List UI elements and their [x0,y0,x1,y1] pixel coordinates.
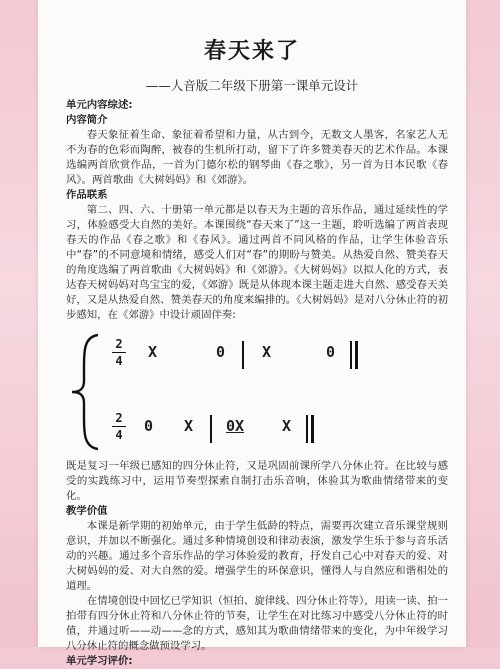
rhythm-row-2 [112,411,412,445]
rhythm-note: 0X [226,417,245,435]
rhythm-note: X [148,343,158,361]
bar-line [306,415,308,443]
rhythm-note: X [262,343,272,361]
time-signature [112,337,126,368]
intro-paragraph: 春天象征着生命、象征着希望和力量，从古到今，无数文人墨客，名家艺人无不为春的色彩而陶醉，被春的生机所打动，留下了许多赞美春天的艺术作品。本课选编两首欣赏作品，一首为门德尔松的钢琴曲《春之歌》，另一首为日本民歌《春风》。两首歌曲《大树妈妈》和《郊游》。 [66,129,448,186]
time-bottom: 4 [115,354,123,368]
document-page [38,0,466,667]
rhythm-note: 0 [326,343,336,361]
time-top: 2 [115,411,123,425]
document-body [66,98,448,669]
after-score-paragraph: 既是复习一年级已感知的四分休止符，又是巩固前课所学八分休止符。在比较与感受的实践练习中，运用节奏型探索自制打击乐音响，体验其为歌曲情绪带来的变化。 [66,460,448,502]
time-top: 2 [115,337,123,351]
time-signature [112,411,126,442]
overview-heading: 单元内容综述: [66,99,133,111]
final-bar-line [355,341,358,369]
rhythm-note: 0 [216,343,226,361]
page-title: 春天来了 [203,39,300,64]
link-paragraph: 第二、四、六、十册第一单元都是以春天为主题的音乐作品，通过延续性的学习，体验感受大自然的美好。本课围绕“春天来了”这一主题，聆听选编了两首表现春天的作品《春之歌》和《春风》。通过两首不同风格的作品，让学生体验音乐中“春”的不同意境和情绪，感受人们对“春”的期盼与赞美。从热爱自然、赞美春天的角度选编了两首歌曲《大树妈妈》和《郊游》。《大树妈妈》以拟人化的方式，表达春天树妈妈对鸟宝宝的爱，《郊游》既是从体现本课主题走进大自然、感受春天美好，又是从热爱自然、赞美春天的角度来编排的。《大树妈妈》是对八分休止符的初步感知，在《郊游》中设计顽固伴奏: [66,204,448,321]
value-paragraph-2: 在情境创设中回忆已学知识（恒拍、旋律线、四分休止符等），用读一读、拍一拍带有四分休止符和八分休止符的节奏，让学生在对比练习中感受八分休止符的时值，并通过听——动——念的方式，感知其为歌曲情绪带来的变化，为中年级学习八分休止符的概念做预设学习。 [66,595,448,652]
eval-heading: 单元学习评价: [66,655,133,667]
bar-line [350,341,352,369]
rhythm-note: X [184,417,194,435]
value-heading: 教学价值 [66,505,108,517]
rhythm-row-1 [112,337,412,371]
link-heading: 作品联系 [66,189,108,201]
rhythm-note: X [282,417,292,435]
time-bottom: 4 [115,428,123,442]
page-subtitle: ——人音版二年级下册第一课单元设计 [145,78,359,93]
bar-line [210,415,212,443]
brace-icon [70,333,100,451]
bar-line [242,341,244,369]
rhythm-score [66,329,448,455]
value-paragraph-1: 本课是新学期的初始单元，由于学生低龄的特点，需要再次建立音乐课堂规则意识，并加以不断强化。通过多种情境创设和律动表演，激发学生乐于参与音乐活动的兴趣。通过多个音乐作品的学习体验爱的教育，抒发自己心中对春天的爱、对大树妈妈的爱、对大自然的爱。增强学生的环保意识，懂得人与自然应和谐相处的道理。 [66,520,448,592]
final-bar-line [311,415,314,443]
rhythm-note: 0 [144,417,154,435]
intro-heading: 内容简介 [66,114,108,126]
